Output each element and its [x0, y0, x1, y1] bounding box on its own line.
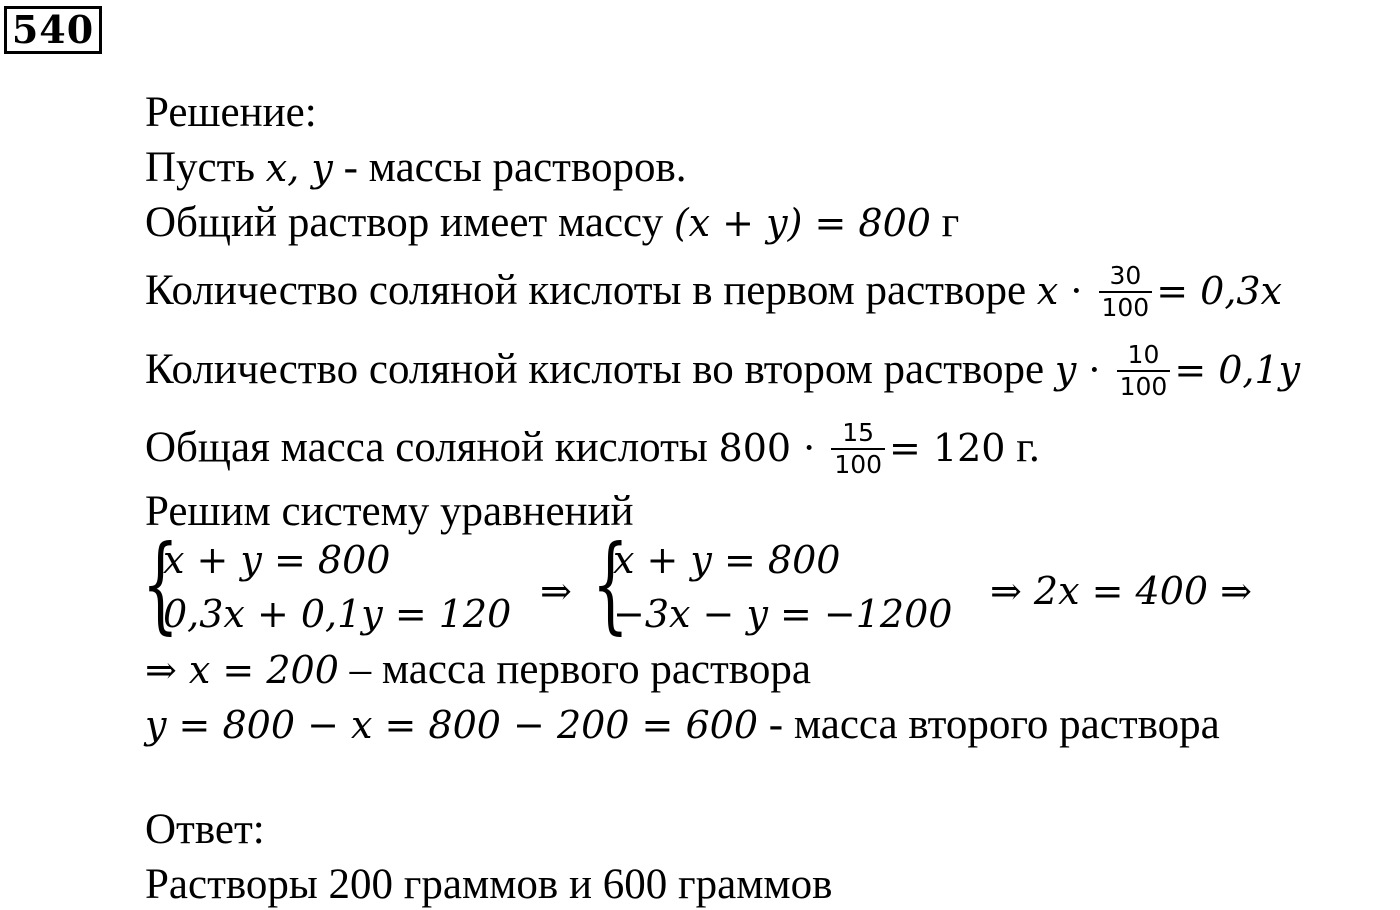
fraction-numerator: 15	[831, 418, 885, 450]
system2-eq1: x + y = 800	[613, 538, 841, 582]
system1-eq1: x + y = 800	[163, 538, 391, 582]
text: Общий раствор имеет массу	[145, 199, 674, 246]
line-let-variables	[145, 143, 687, 193]
fraction-numerator: 10	[1117, 340, 1171, 372]
answer-label: Ответ:	[145, 806, 265, 853]
text: Общая масса соляной кислоты	[145, 423, 719, 471]
text: Количество соляной кислоты во втором растворе	[145, 345, 1055, 393]
system2-eq2: −3x − y = −1200	[613, 592, 953, 636]
math-expr: ⇒ x = 200	[145, 648, 339, 692]
line-solve-system: Решим систему уравнений	[145, 488, 634, 535]
line-x-result	[145, 645, 811, 695]
unit: г.	[1005, 423, 1040, 471]
math-expr: y = 800 − x = 800 − 200 = 600	[145, 703, 759, 747]
math-var: y	[1054, 347, 1077, 392]
math-expr: (x + y) = 800	[673, 201, 931, 245]
math-result: = 0,3x	[1156, 268, 1283, 313]
fraction-denominator: 100	[834, 450, 883, 479]
text: - масса второго раствора	[758, 701, 1220, 748]
implies-result: ⇒ 2x = 400 ⇒	[990, 569, 1252, 613]
math-expr: 800 ·	[718, 425, 828, 470]
text: - массы растворов.	[332, 144, 687, 191]
math-result: = 0,1y	[1174, 347, 1301, 392]
fraction	[831, 418, 885, 480]
line-y-result	[145, 700, 1220, 750]
line-acid-second	[145, 342, 1300, 404]
text: – масса первого раствора	[338, 646, 811, 693]
problem-number: 540	[4, 6, 102, 54]
line-total-acid	[145, 420, 1040, 482]
math-var: x	[1036, 268, 1059, 313]
solution-heading: Решение:	[145, 89, 317, 136]
left-brace: {	[142, 523, 179, 645]
line-acid-first	[145, 263, 1282, 325]
text: Пусть	[145, 144, 266, 191]
fraction-denominator: 100	[1119, 372, 1168, 401]
text: Количество соляной кислоты в первом растворе	[145, 266, 1037, 314]
math-result: = 120	[889, 425, 1006, 470]
left-brace: {	[592, 523, 629, 645]
fraction	[1117, 340, 1171, 402]
math-vars: x, y	[265, 146, 333, 190]
fraction	[1099, 261, 1153, 323]
unit: г	[930, 199, 960, 246]
system1-eq2: 0,3x + 0,1y = 120	[163, 592, 512, 636]
implies-arrow: ⇒	[540, 569, 572, 613]
answer-text: Растворы 200 граммов и 600 граммов	[145, 861, 833, 908]
dot-operator: ·	[1058, 268, 1095, 313]
fraction-denominator: 100	[1101, 293, 1150, 322]
line-total-mass	[145, 198, 959, 248]
dot-operator: ·	[1076, 347, 1113, 392]
fraction-numerator: 30	[1099, 261, 1153, 293]
